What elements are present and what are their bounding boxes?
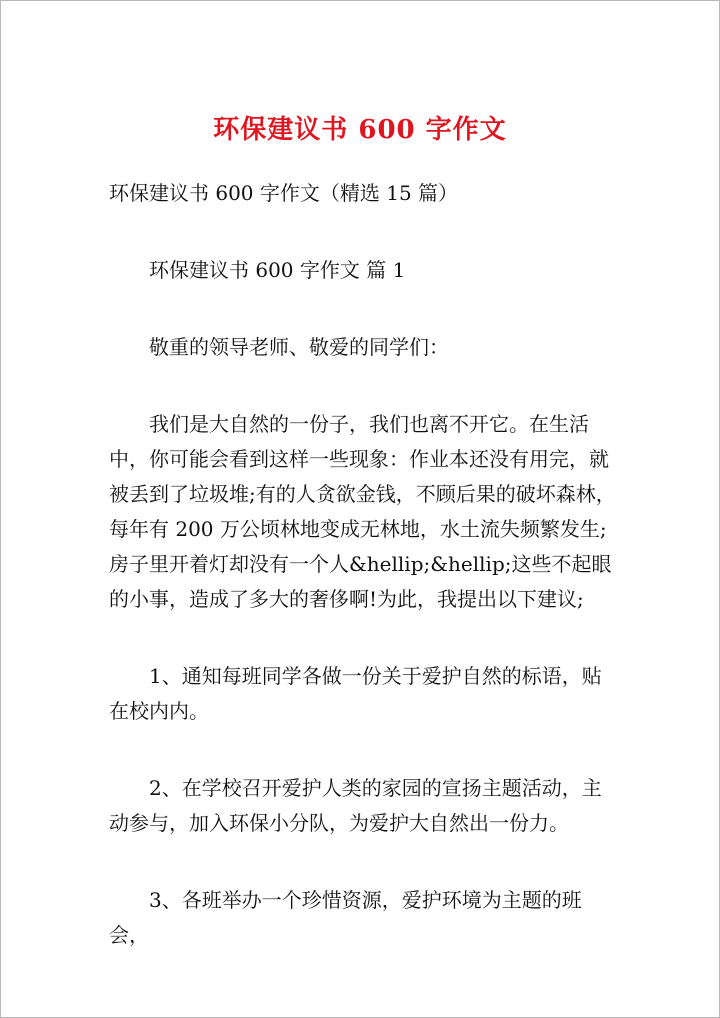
document-body [109,176,621,953]
section-heading: 环保建议书 600 字作文 篇 1 [149,258,406,282]
suggestion-item-2: 2、在学校召开爱护人类的家园的宣扬主题活动，主动参与，加入环保小分队，为爱护大自然出一份力。 [109,776,602,835]
document-subtitle: 环保建议书 600 字作文（精选 15 篇） [109,181,459,205]
suggestion-item-3: 3、各班举办一个珍惜资源，爱护环境为主题的班会， [109,888,582,947]
body-paragraph: 我们是大自然的一份子，我们也离不开它。在生活中，你可能会看到这样一些现象：作业本还没有用完，就被丢到了垃圾堆;有的人贪欲金钱，不顾后果的破坏森林，每年有 200 万公顷林地变成无林地，水土流失频繁发生;房子里开着灯却没有一个人&hellip;&hellip;这些不起眼的小事，造成了多大的奢侈啊!为此，我提出以下建议; [109,412,616,611]
suggestion-item-1: 1、通知每班同学各做一份关于爱护自然的标语，贴在校内内。 [109,664,602,723]
document-title: 环保建议书 600 字作文 [213,115,507,145]
salutation: 敬重的领导老师、敬爱的同学们： [149,335,449,359]
